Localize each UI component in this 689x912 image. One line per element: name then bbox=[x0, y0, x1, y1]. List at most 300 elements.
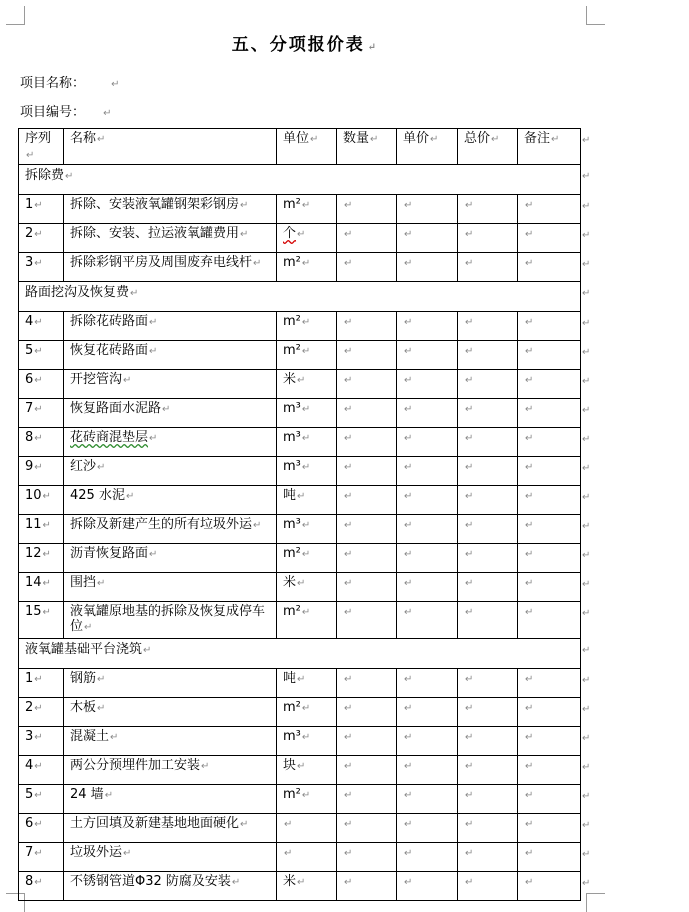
row-end-mark-icon: ↵ bbox=[582, 134, 591, 146]
item-name-cell bbox=[64, 253, 277, 282]
seq-number: 8 bbox=[25, 430, 34, 445]
project-name-label: 项目名称： bbox=[20, 76, 86, 91]
cell-mark-icon: ↵ bbox=[465, 462, 474, 473]
cell-mark-icon: ↵ bbox=[301, 520, 311, 531]
item-name-cell bbox=[64, 785, 277, 814]
section-title: 路面挖沟及恢复费 bbox=[25, 285, 130, 300]
item-name: 开挖管沟 bbox=[70, 372, 123, 387]
seq-cell bbox=[19, 814, 64, 843]
unit-cell bbox=[277, 698, 337, 727]
header-seq-label: 序列 bbox=[25, 131, 52, 146]
row-end-mark-icon: ↵ bbox=[582, 877, 591, 889]
cell-mark-icon: ↵ bbox=[301, 703, 311, 714]
cell-mark-icon: ↵ bbox=[404, 433, 413, 444]
seq-cell bbox=[19, 341, 64, 370]
seq-cell bbox=[19, 544, 64, 573]
cell-mark-icon: ↵ bbox=[465, 578, 474, 589]
section-title: 液氧罐基础平台浇筑 bbox=[25, 642, 143, 657]
item-name: 恢复路面水泥路 bbox=[70, 401, 162, 416]
seq-cell bbox=[19, 602, 64, 639]
cell-mark-icon: ↵ bbox=[404, 578, 413, 589]
total-cell bbox=[458, 195, 518, 224]
cell-mark-icon: ↵ bbox=[465, 549, 474, 560]
cell-mark-icon: ↵ bbox=[525, 491, 534, 502]
row-end-mark-icon: ↵ bbox=[582, 229, 591, 241]
qty-cell bbox=[337, 195, 397, 224]
table-row bbox=[19, 515, 581, 544]
cell-mark-icon: ↵ bbox=[34, 877, 43, 888]
cell-mark-icon: ↵ bbox=[34, 703, 43, 714]
cell-mark-icon: ↵ bbox=[130, 288, 139, 299]
qty-cell bbox=[337, 457, 397, 486]
paragraph-mark-icon: ↵ bbox=[103, 108, 112, 119]
row-end-mark-icon: ↵ bbox=[582, 761, 591, 773]
section-row bbox=[19, 639, 581, 669]
price-cell bbox=[397, 341, 458, 370]
cell-mark-icon: ↵ bbox=[344, 229, 353, 240]
item-unit: m² bbox=[283, 787, 301, 802]
total-cell bbox=[458, 669, 518, 698]
cell-mark-icon: ↵ bbox=[34, 258, 43, 269]
header-cell-unit bbox=[277, 129, 337, 165]
row-end-mark-icon: ↵ bbox=[582, 674, 591, 686]
price-cell bbox=[397, 843, 458, 872]
item-name: 425 水泥 bbox=[70, 488, 125, 503]
price-cell bbox=[397, 814, 458, 843]
item-name-cell bbox=[64, 756, 277, 785]
table-row bbox=[19, 253, 581, 282]
cell-mark-icon: ↵ bbox=[34, 200, 43, 211]
unit-cell bbox=[277, 814, 337, 843]
remark-cell bbox=[518, 814, 581, 843]
cell-mark-icon: ↵ bbox=[525, 578, 534, 589]
unit-cell bbox=[277, 253, 337, 282]
cell-mark-icon: ↵ bbox=[525, 877, 534, 888]
seq-cell bbox=[19, 253, 64, 282]
cell-mark-icon: ↵ bbox=[465, 229, 474, 240]
cell-mark-icon: ↵ bbox=[370, 134, 379, 145]
cell-mark-icon: ↵ bbox=[404, 549, 413, 560]
remark-cell bbox=[518, 573, 581, 602]
row-end-mark-icon: ↵ bbox=[582, 578, 591, 590]
cell-mark-icon: ↵ bbox=[42, 520, 51, 531]
cell-mark-icon: ↵ bbox=[34, 346, 43, 357]
seq-cell bbox=[19, 312, 64, 341]
item-unit: m³ bbox=[283, 517, 301, 532]
item-unit: m³ bbox=[283, 401, 301, 416]
cell-mark-icon: ↵ bbox=[301, 462, 311, 473]
cell-mark-icon: ↵ bbox=[42, 491, 51, 502]
cell-mark-icon: ↵ bbox=[34, 229, 43, 240]
cell-mark-icon: ↵ bbox=[404, 491, 413, 502]
row-end-mark-icon: ↵ bbox=[582, 375, 591, 387]
qty-cell bbox=[337, 544, 397, 573]
total-cell bbox=[458, 370, 518, 399]
row-end-mark-icon: ↵ bbox=[582, 819, 591, 831]
table-row bbox=[19, 486, 581, 515]
item-unit: m² bbox=[283, 197, 301, 212]
unit-cell bbox=[277, 515, 337, 544]
table-row bbox=[19, 573, 581, 602]
seq-number: 5 bbox=[25, 787, 34, 802]
cell-mark-icon: ↵ bbox=[301, 790, 311, 801]
cell-mark-icon: ↵ bbox=[301, 200, 311, 211]
item-name-cell bbox=[64, 486, 277, 515]
row-end-mark-icon: ↵ bbox=[582, 404, 591, 416]
cell-mark-icon: ↵ bbox=[465, 520, 474, 531]
header-cell-price bbox=[397, 129, 458, 165]
item-unit: m² bbox=[283, 546, 301, 561]
price-cell bbox=[397, 224, 458, 253]
seq-number: 4 bbox=[25, 758, 34, 773]
seq-number: 7 bbox=[25, 845, 34, 860]
header-cell-total bbox=[458, 129, 518, 165]
table-row bbox=[19, 727, 581, 756]
seq-number: 1 bbox=[25, 671, 34, 686]
cell-mark-icon: ↵ bbox=[34, 317, 43, 328]
cell-mark-icon: ↵ bbox=[149, 317, 158, 328]
header-qty-label: 数量 bbox=[343, 131, 370, 146]
unit-cell bbox=[277, 457, 337, 486]
table-row bbox=[19, 399, 581, 428]
cell-mark-icon: ↵ bbox=[344, 258, 353, 269]
cell-mark-icon: ↵ bbox=[301, 258, 311, 269]
item-name-cell bbox=[64, 341, 277, 370]
seq-cell bbox=[19, 486, 64, 515]
cell-mark-icon: ↵ bbox=[34, 375, 43, 386]
seq-number: 1 bbox=[25, 197, 34, 212]
price-cell bbox=[397, 370, 458, 399]
item-name: 垃圾外运 bbox=[70, 845, 123, 860]
cell-mark-icon: ↵ bbox=[310, 134, 319, 145]
price-cell bbox=[397, 399, 458, 428]
item-name-cell bbox=[64, 312, 277, 341]
item-unit: 块 bbox=[283, 758, 297, 773]
project-number-line bbox=[20, 101, 112, 120]
cell-mark-icon: ↵ bbox=[525, 404, 534, 415]
cell-mark-icon: ↵ bbox=[465, 848, 474, 859]
row-end-mark-icon: ↵ bbox=[582, 317, 591, 329]
section-row bbox=[19, 165, 581, 195]
item-name: 拆除、安装液氧罐钢架彩钢房 bbox=[70, 197, 240, 212]
remark-cell bbox=[518, 312, 581, 341]
cell-mark-icon: ↵ bbox=[465, 674, 474, 685]
cell-mark-icon: ↵ bbox=[404, 607, 413, 618]
seq-number: 2 bbox=[25, 226, 34, 241]
paragraph-mark-icon: ↵ bbox=[367, 42, 379, 53]
cell-mark-icon: ↵ bbox=[125, 491, 135, 502]
item-name-cell bbox=[64, 727, 277, 756]
item-name: 红沙 bbox=[70, 459, 97, 474]
remark-cell bbox=[518, 843, 581, 872]
unit-cell bbox=[277, 756, 337, 785]
seq-number: 14 bbox=[25, 575, 42, 590]
cell-mark-icon: ↵ bbox=[404, 317, 413, 328]
table-row bbox=[19, 370, 581, 399]
cell-mark-icon: ↵ bbox=[26, 150, 35, 161]
cell-mark-icon: ↵ bbox=[344, 491, 353, 502]
unit-cell bbox=[277, 224, 337, 253]
cell-mark-icon: ↵ bbox=[104, 790, 114, 801]
seq-cell bbox=[19, 457, 64, 486]
cell-mark-icon: ↵ bbox=[465, 877, 474, 888]
header-remark-label: 备注 bbox=[524, 131, 551, 146]
qty-cell bbox=[337, 515, 397, 544]
cell-mark-icon: ↵ bbox=[404, 732, 413, 743]
seq-number: 12 bbox=[25, 546, 42, 561]
table-row bbox=[19, 843, 581, 872]
qty-cell bbox=[337, 312, 397, 341]
total-cell bbox=[458, 814, 518, 843]
item-name: 拆除、安装、拉运液氧罐费用 bbox=[70, 226, 240, 241]
remark-cell bbox=[518, 428, 581, 457]
seq-number: 9 bbox=[25, 459, 34, 474]
cell-mark-icon: ↵ bbox=[297, 578, 306, 589]
cell-mark-icon: ↵ bbox=[465, 790, 474, 801]
section-title-cell bbox=[19, 282, 581, 312]
cell-mark-icon: ↵ bbox=[465, 200, 474, 211]
total-cell bbox=[458, 515, 518, 544]
price-cell bbox=[397, 515, 458, 544]
total-cell bbox=[458, 457, 518, 486]
cell-mark-icon: ↵ bbox=[404, 258, 413, 269]
item-unit: m² bbox=[283, 255, 301, 270]
cell-mark-icon: ↵ bbox=[123, 375, 132, 386]
cell-mark-icon: ↵ bbox=[465, 491, 474, 502]
unit-cell bbox=[277, 669, 337, 698]
cell-mark-icon: ↵ bbox=[525, 375, 534, 386]
page-corner-mark-top-right bbox=[586, 6, 605, 25]
price-cell bbox=[397, 457, 458, 486]
cell-mark-icon: ↵ bbox=[344, 848, 353, 859]
item-unit: 米 bbox=[283, 575, 297, 590]
item-unit: 吨 bbox=[283, 671, 297, 686]
qty-cell bbox=[337, 756, 397, 785]
seq-cell bbox=[19, 195, 64, 224]
cell-mark-icon: ↵ bbox=[253, 520, 262, 531]
seq-cell bbox=[19, 785, 64, 814]
seq-number: 7 bbox=[25, 401, 34, 416]
total-cell bbox=[458, 602, 518, 639]
table-row bbox=[19, 312, 581, 341]
item-name: 钢筋 bbox=[70, 671, 97, 686]
total-cell bbox=[458, 573, 518, 602]
item-name-cell bbox=[64, 843, 277, 872]
total-cell bbox=[458, 843, 518, 872]
cell-mark-icon: ↵ bbox=[231, 877, 241, 888]
qty-cell bbox=[337, 253, 397, 282]
quote-table-body bbox=[19, 129, 581, 901]
row-end-mark-icon: ↵ bbox=[582, 520, 591, 532]
qty-cell bbox=[337, 486, 397, 515]
total-cell bbox=[458, 544, 518, 573]
remark-cell bbox=[518, 727, 581, 756]
cell-mark-icon: ↵ bbox=[344, 200, 353, 211]
header-unit-label: 单位 bbox=[283, 131, 310, 146]
total-cell bbox=[458, 727, 518, 756]
cell-mark-icon: ↵ bbox=[344, 761, 353, 772]
cell-mark-icon: ↵ bbox=[404, 229, 413, 240]
cell-mark-icon: ↵ bbox=[34, 732, 43, 743]
remark-cell bbox=[518, 370, 581, 399]
cell-mark-icon: ↵ bbox=[525, 848, 534, 859]
item-name-cell bbox=[64, 457, 277, 486]
price-cell bbox=[397, 253, 458, 282]
remark-cell bbox=[518, 341, 581, 370]
cell-mark-icon: ↵ bbox=[404, 674, 413, 685]
price-cell bbox=[397, 756, 458, 785]
project-name-line bbox=[20, 72, 120, 91]
cell-mark-icon: ↵ bbox=[149, 433, 158, 444]
cell-mark-icon: ↵ bbox=[344, 732, 353, 743]
page-corner-mark-top-left bbox=[6, 6, 25, 25]
seq-number: 8 bbox=[25, 874, 34, 889]
cell-mark-icon: ↵ bbox=[297, 877, 306, 888]
item-unit: m² bbox=[283, 314, 301, 329]
total-cell bbox=[458, 253, 518, 282]
remark-cell bbox=[518, 602, 581, 639]
remark-cell bbox=[518, 785, 581, 814]
row-end-mark-icon: ↵ bbox=[582, 644, 591, 656]
cell-mark-icon: ↵ bbox=[201, 761, 210, 772]
cell-mark-icon: ↵ bbox=[465, 317, 474, 328]
qty-cell bbox=[337, 785, 397, 814]
item-unit: 吨 bbox=[283, 488, 297, 503]
row-end-mark-icon: ↵ bbox=[582, 170, 591, 182]
cell-mark-icon: ↵ bbox=[344, 462, 353, 473]
cell-mark-icon: ↵ bbox=[110, 732, 119, 743]
row-end-mark-icon: ↵ bbox=[582, 790, 591, 802]
cell-mark-icon: ↵ bbox=[404, 761, 413, 772]
cell-mark-icon: ↵ bbox=[404, 703, 413, 714]
cell-mark-icon: ↵ bbox=[404, 404, 413, 415]
cell-mark-icon: ↵ bbox=[525, 462, 534, 473]
cell-mark-icon: ↵ bbox=[284, 848, 293, 859]
table-row bbox=[19, 669, 581, 698]
seq-number: 5 bbox=[25, 343, 34, 358]
item-name-cell bbox=[64, 573, 277, 602]
remark-cell bbox=[518, 669, 581, 698]
seq-number: 15 bbox=[25, 604, 42, 619]
price-cell bbox=[397, 727, 458, 756]
item-name-cell bbox=[64, 602, 277, 639]
row-end-mark-icon: ↵ bbox=[582, 491, 591, 503]
cell-mark-icon: ↵ bbox=[525, 317, 534, 328]
seq-cell bbox=[19, 399, 64, 428]
cell-mark-icon: ↵ bbox=[525, 258, 534, 269]
row-end-mark-icon: ↵ bbox=[582, 703, 591, 715]
item-name: 24 墙 bbox=[70, 787, 104, 802]
cell-mark-icon: ↵ bbox=[344, 317, 353, 328]
section-title-cell bbox=[19, 639, 581, 669]
seq-number: 10 bbox=[25, 488, 42, 503]
cell-mark-icon: ↵ bbox=[525, 790, 534, 801]
remark-cell bbox=[518, 195, 581, 224]
cell-mark-icon: ↵ bbox=[430, 134, 439, 145]
price-cell bbox=[397, 428, 458, 457]
seq-cell bbox=[19, 515, 64, 544]
cell-mark-icon: ↵ bbox=[34, 433, 43, 444]
quote-table bbox=[18, 128, 581, 901]
cell-mark-icon: ↵ bbox=[97, 134, 106, 145]
seq-number: 4 bbox=[25, 314, 34, 329]
header-cell-seq bbox=[19, 129, 64, 165]
header-total-label: 总价 bbox=[464, 131, 491, 146]
seq-cell bbox=[19, 370, 64, 399]
cell-mark-icon: ↵ bbox=[301, 317, 311, 328]
row-end-mark-icon: ↵ bbox=[582, 607, 591, 619]
cell-mark-icon: ↵ bbox=[525, 819, 534, 830]
cell-mark-icon: ↵ bbox=[344, 819, 353, 830]
remark-cell bbox=[518, 224, 581, 253]
cell-mark-icon: ↵ bbox=[149, 549, 158, 560]
document-title bbox=[0, 30, 610, 55]
cell-mark-icon: ↵ bbox=[34, 761, 43, 772]
table-row bbox=[19, 602, 581, 639]
cell-mark-icon: ↵ bbox=[465, 819, 474, 830]
cell-mark-icon: ↵ bbox=[525, 607, 534, 618]
cell-mark-icon: ↵ bbox=[123, 848, 132, 859]
unit-cell bbox=[277, 486, 337, 515]
remark-cell bbox=[518, 756, 581, 785]
total-cell bbox=[458, 399, 518, 428]
item-name-cell bbox=[64, 872, 277, 901]
cell-mark-icon: ↵ bbox=[344, 346, 353, 357]
price-cell bbox=[397, 872, 458, 901]
remark-cell bbox=[518, 486, 581, 515]
seq-number: 2 bbox=[25, 700, 34, 715]
qty-cell bbox=[337, 698, 397, 727]
unit-cell bbox=[277, 544, 337, 573]
header-cell-remark bbox=[518, 129, 581, 165]
remark-cell bbox=[518, 515, 581, 544]
row-end-mark-icon: ↵ bbox=[582, 200, 591, 212]
cell-mark-icon: ↵ bbox=[465, 404, 474, 415]
cell-mark-icon: ↵ bbox=[34, 848, 43, 859]
cell-mark-icon: ↵ bbox=[465, 761, 474, 772]
cell-mark-icon: ↵ bbox=[34, 674, 43, 685]
item-name-cell bbox=[64, 515, 277, 544]
cell-mark-icon: ↵ bbox=[525, 732, 534, 743]
item-name: 木板 bbox=[70, 700, 97, 715]
cell-mark-icon: ↵ bbox=[465, 258, 474, 269]
total-cell bbox=[458, 872, 518, 901]
price-cell bbox=[397, 573, 458, 602]
total-cell bbox=[458, 341, 518, 370]
qty-cell bbox=[337, 370, 397, 399]
unit-cell bbox=[277, 312, 337, 341]
seq-cell bbox=[19, 224, 64, 253]
unit-cell bbox=[277, 399, 337, 428]
cell-mark-icon: ↵ bbox=[301, 549, 311, 560]
qty-cell bbox=[337, 843, 397, 872]
cell-mark-icon: ↵ bbox=[491, 134, 500, 145]
cell-mark-icon: ↵ bbox=[240, 819, 249, 830]
cell-mark-icon: ↵ bbox=[465, 607, 474, 618]
cell-mark-icon: ↵ bbox=[404, 877, 413, 888]
item-name-cell bbox=[64, 814, 277, 843]
cell-mark-icon: ↵ bbox=[97, 578, 106, 589]
unit-cell bbox=[277, 370, 337, 399]
seq-cell bbox=[19, 756, 64, 785]
row-end-mark-icon: ↵ bbox=[582, 848, 591, 860]
cell-mark-icon: ↵ bbox=[551, 134, 560, 145]
table-row bbox=[19, 544, 581, 573]
unit-cell bbox=[277, 872, 337, 901]
table-row bbox=[19, 814, 581, 843]
total-cell bbox=[458, 428, 518, 457]
header-cell-name bbox=[64, 129, 277, 165]
